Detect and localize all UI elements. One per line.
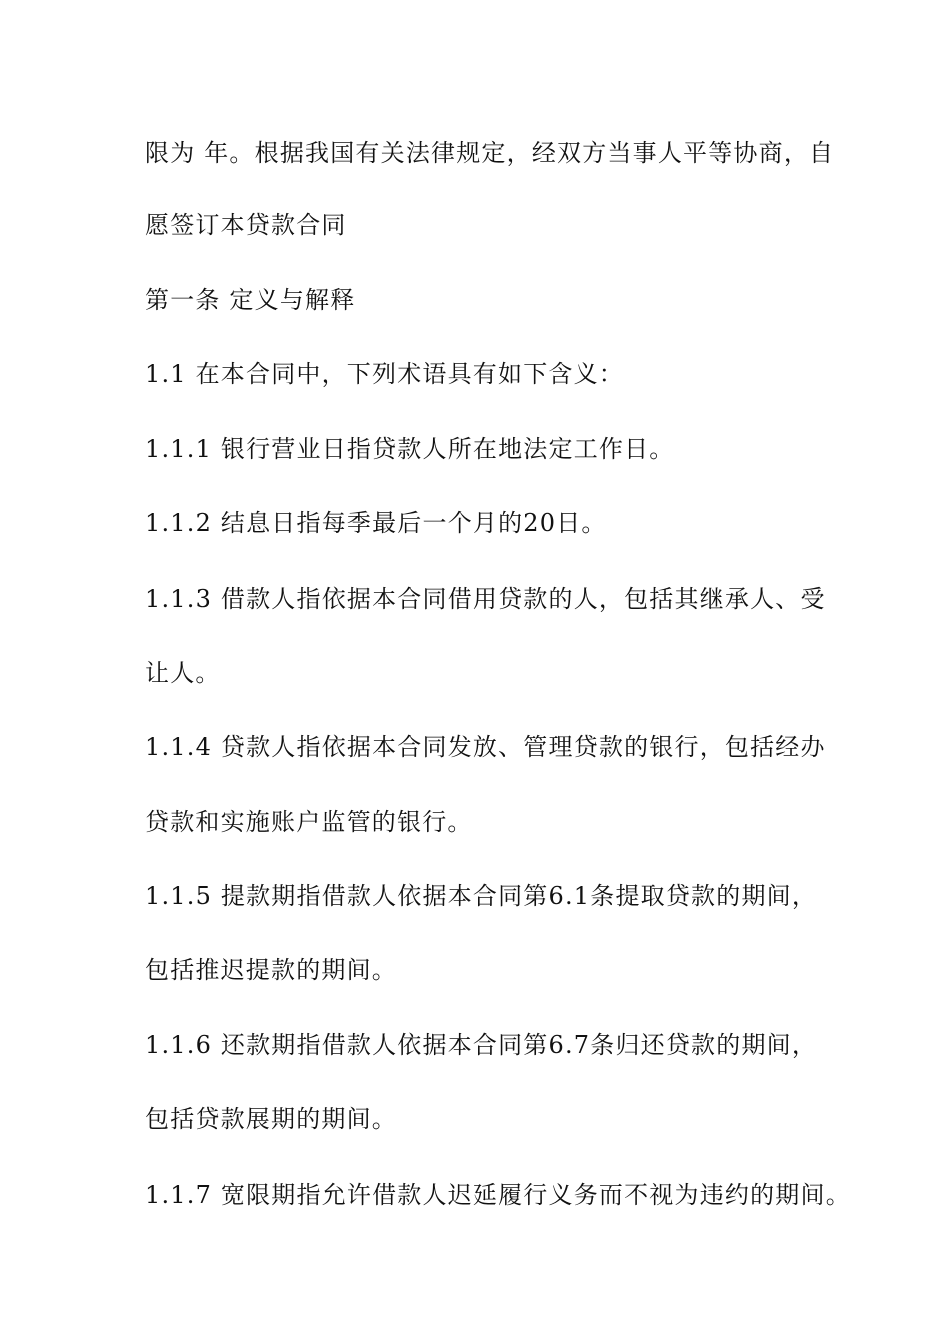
clause-1-1: 1.1 在本合同中，下列术语具有如下含义：	[145, 360, 624, 388]
clause-1-1-5: 1.1.5 提款期指借款人依据本合同第6.1条提取贷款的期间，	[145, 882, 818, 910]
clause-1-1-6: 1.1.6 还款期指借款人依据本合同第6.7条归还贷款的期间，	[145, 1031, 818, 1059]
clause-1-1-3: 1.1.3 借款人指依据本合同借用贷款的人，包括其继承人、受	[145, 585, 826, 613]
clause-1-1-6-continued: 包括贷款展期的期间。	[145, 1105, 397, 1133]
text-line-continuation: 愿签订本贷款合同	[145, 211, 347, 239]
clause-1-1-3-continued: 让人。	[145, 659, 221, 687]
clause-1-1-4: 1.1.4 贷款人指依据本合同发放、管理贷款的银行，包括经办	[145, 733, 826, 761]
clause-1-1-5-continued: 包括推迟提款的期间。	[145, 956, 397, 984]
clause-1-1-1: 1.1.1 银行营业日指贷款人所在地法定工作日。	[145, 435, 675, 463]
clause-1-1-7: 1.1.7 宽限期指允许借款人迟延履行义务而不视为违约的期间。	[145, 1181, 851, 1209]
clause-1-1-4-continued: 贷款和实施账户监管的银行。	[145, 808, 473, 836]
text-line-continuation: 限为 年。根据我国有关法律规定，经双方当事人平等协商，自	[145, 139, 835, 167]
clause-1-1-2: 1.1.2 结息日指每季最后一个月的20日。	[145, 509, 607, 537]
article-heading: 第一条 定义与解释	[145, 286, 356, 314]
